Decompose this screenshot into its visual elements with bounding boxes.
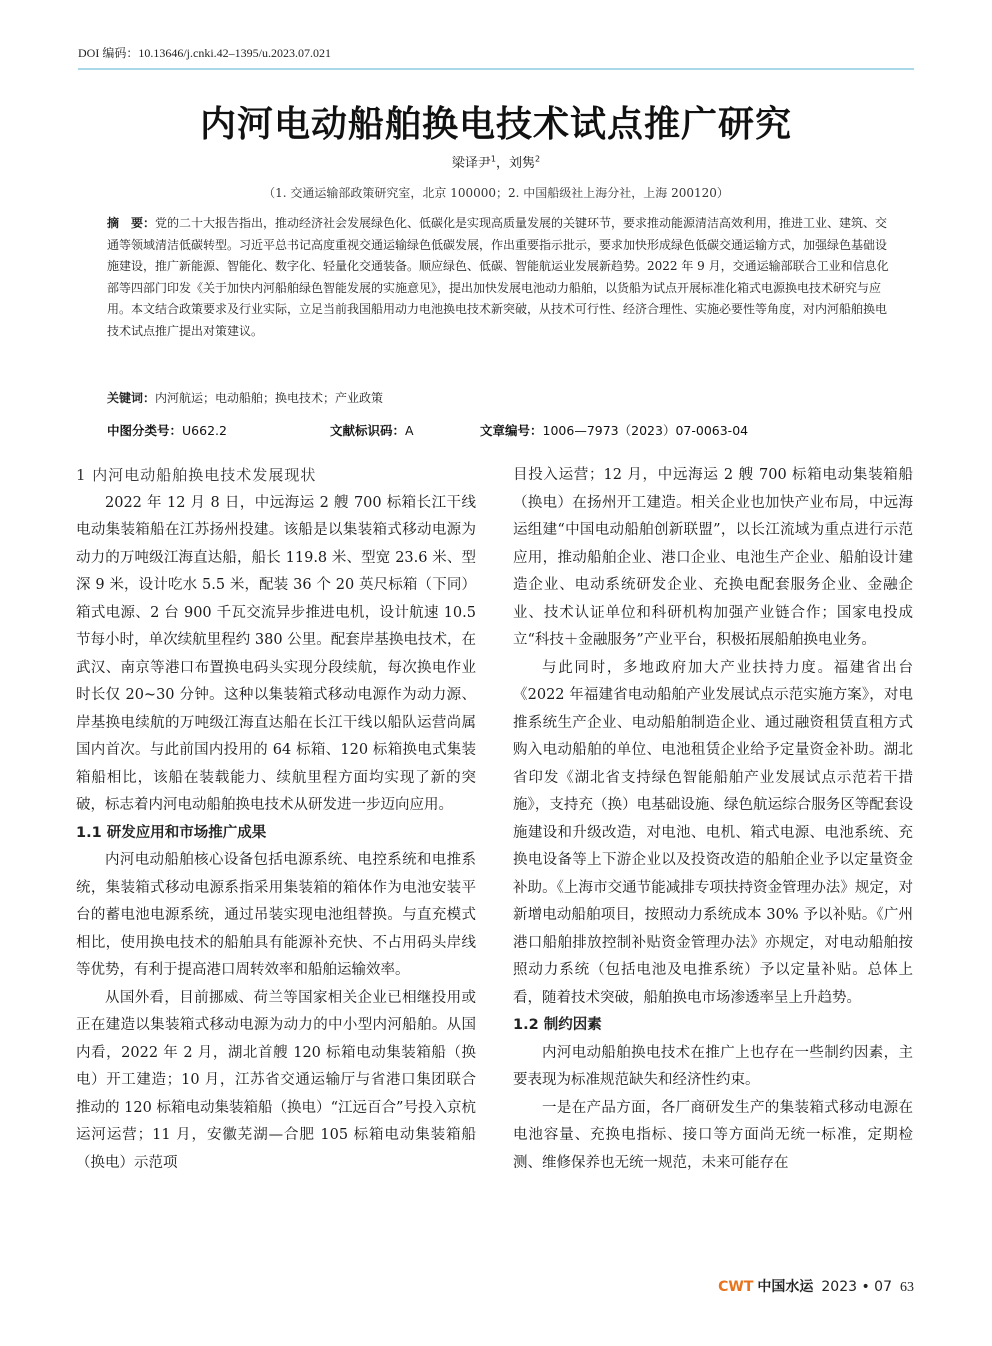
- body-paragraph: 2022 年 12 月 8 日，中远海运 2 艘 700 标箱长江干线电动集装箱船在江苏扬州投建。该船是以集装箱式移动电源为动力的万吨级江海直达船，船长 119.8 米、型宽 23.6 米、型深 9 米，设计吃水 5.5 米，配装 36 个 20 英尺标箱（下同）箱式电源、2 台 900 千瓦交流异步推进电机，设计航速 10.5 节每小时，单次续航里程约 380 公里。配套岸基换电技术，在武汉、南京等港口布置换电码头实现分段续航，每次换电作业时长仅 20~30 分钟。这种以集装箱式移动电源作为动力源、岸基换电续航的万吨级江海直达船在长江干线以船队运营尚属国内首次。与此前国内投用的 64 标箱、120 标箱换电式集装箱船相比，该船在装载能力、续航里程方面均实现了新的突破，标志着内河电动船舶换电技术从研发进一步迈向应用。: [76, 494, 476, 813]
- header-rule: [78, 68, 914, 70]
- left-column: [76, 462, 476, 1177]
- keywords-label: 关键词：: [107, 391, 156, 405]
- abstract: [107, 213, 889, 342]
- page-number: 63: [900, 1280, 914, 1295]
- clc-value: U662.2: [182, 423, 227, 438]
- subsection-heading: 1.1 研发应用和市场推广成果: [76, 824, 267, 841]
- author-name: 刘隽: [509, 156, 536, 171]
- abstract-label: 摘 要：: [107, 216, 156, 230]
- affiliations: （1. 交通运输部政策研究室，北京 100000；2. 中国船级社上海分社，上海 200120）: [263, 186, 729, 200]
- doc-code-label: 文献标识码：: [330, 423, 406, 438]
- issue-number: 2023 • 07: [821, 1279, 892, 1295]
- authors: [0, 152, 992, 171]
- keywords: [107, 389, 889, 406]
- abstract-text: 党的二十大报告指出，推动经济社会发展绿色化、低碳化是实现高质量发展的关键环节，要求推动能源清洁高效利用，推进工业、建筑、交通等领域清洁低碳转型。习近平总书记高度重视交通运输绿色低碳发展，作出重要指示批示，要求加快形成绿色低碳交通运输方式，加强绿色基础设施建设，推广新能源、智能化、数字化、轻量化交通装备。顺应绿色、低碳、智能航运业发展新趋势。2022 年 9 月，交通运输部联合工业和信息化部等四部门印发《关于加快内河船舶绿色智能发展的实施意见》，提出加快发展电池动力船舶，以货船为试点开展标准化箱式电源换电技术研究与应用。本文结合政策要求及行业实际，立足当前我国船用动力电池换电技术新突破，从技术可行性、经济合理性、实施必要性等角度，对内河船舶换电技术试点推广提出对策建议。: [107, 216, 889, 338]
- right-column: [513, 462, 913, 1177]
- journal-brand-logo: CWT: [718, 1279, 754, 1295]
- keywords-text: 内河航运；电动船舶；换电技术；产业政策: [155, 391, 384, 405]
- article-number-value: 1006—7973（2023）07-0063-04: [542, 423, 749, 438]
- author-name: 梁译尹: [451, 156, 491, 171]
- body-paragraph: 内河电动船舶换电技术在推广上也存在一些制约因素，主要表现为标准规范缺失和经济性约束。: [513, 1044, 913, 1088]
- document-code: [330, 421, 414, 439]
- clc-number: [107, 421, 227, 439]
- author-separator: ，: [495, 156, 509, 171]
- page-footer: [718, 1276, 914, 1296]
- author-affil-mark: 1: [490, 154, 496, 164]
- clc-label: 中图分类号：: [107, 423, 183, 438]
- article-title: 内河电动船舶换电技术试点推广研究: [199, 103, 792, 145]
- doi-line: DOI 编码：10.13646/j.cnki.42–1395/u.2023.07.021: [78, 46, 331, 60]
- doc-code-value: A: [405, 423, 414, 438]
- subsection-heading: 1.2 制约因素: [513, 1017, 602, 1033]
- article-number-label: 文章编号：: [480, 423, 543, 438]
- body-paragraph-continued: 目投入运营；12 月，中远海运 2 艘 700 标箱电动集装箱船（换电）在扬州开工建造。相关企业也加快产业布局，中远海运组建“中国电动船舶创新联盟”，以长江流域为重点进行示范应用，推动船舶企业、港口企业、电池生产企业、船舶设计建造企业、电动系统研发企业、充换电配套服务企业、金融企业、技术认证单位和科研机构加强产业链合作；国家电投成立“科技＋金融服务”产业平台，积极拓展船舶换电业务。: [513, 467, 913, 648]
- body-paragraph: 从国外看，目前挪威、荷兰等国家相关企业已相继投用或正在建造以集装箱式移动电源为动力的中小型内河船舶。从国内看，2022 年 2 月，湖北首艘 120 标箱电动集装箱船（换电）开工建造；10 月，江苏省交通运输厅与省港口集团联合推动的 120 标箱电动集装箱船（换电）“江远百合”号投入京杭运河运营；11 月，安徽芜湖—合肥 105 标箱电动集装箱船（换电）示范项: [76, 989, 476, 1171]
- section-heading: 1 内河电动船舶换电技术发展现状: [76, 466, 317, 484]
- body-paragraph: 一是在产品方面，各厂商研发生产的集装箱式移动电源在电池容量、充换电指标、接口等方面尚无统一标准，定期检测、维修保养也无统一规范，未来可能存在: [513, 1099, 913, 1171]
- body-paragraph: 内河电动船舶核心设备包括电源系统、电控系统和电推系统，集装箱式移动电源系指采用集装箱的箱体作为电池安装平台的蓄电池电源系统，通过吊装实现电池组替换。与直充模式相比，使用换电技术的船舶具有能源补充快、不占用码头岸线等优势，有利于提高港口周转效率和船舶运输效率。: [76, 852, 476, 978]
- article-number: [480, 421, 748, 439]
- author-affil-mark: 2: [535, 154, 541, 164]
- journal-name: 中国水运: [757, 1279, 814, 1295]
- body-paragraph: 与此同时，多地政府加大产业扶持力度。福建省出台《2022 年福建省电动船舶产业发展试点示范实施方案》，对电推系统生产企业、电动船舶制造企业、通过融资租赁直租方式购入电动船舶的单位、电池租赁企业给予定量资金补助。湖北省印发《湖北省支持绿色智能船舶产业发展试点示范若干措施》，支持充（换）电基础设施、绿色航运综合服务区等配套设施建设和升级改造，对电池、电机、箱式电源、电池系统、充换电设备等上下游企业以及投资改造的船舶企业予以定量资金补助。《上海市交通节能减排专项扶持资金管理办法》规定，对新增电动船舶项目，按照动力系统成本 30% 予以补贴。《广州港口船舶排放控制补贴资金管理办法》亦规定，对电动船舶按照动力系统（包括电池及电推系统）予以定量补贴。总体上看，随着技术突破，船舶换电市场渗透率呈上升趋势。: [513, 659, 913, 1006]
